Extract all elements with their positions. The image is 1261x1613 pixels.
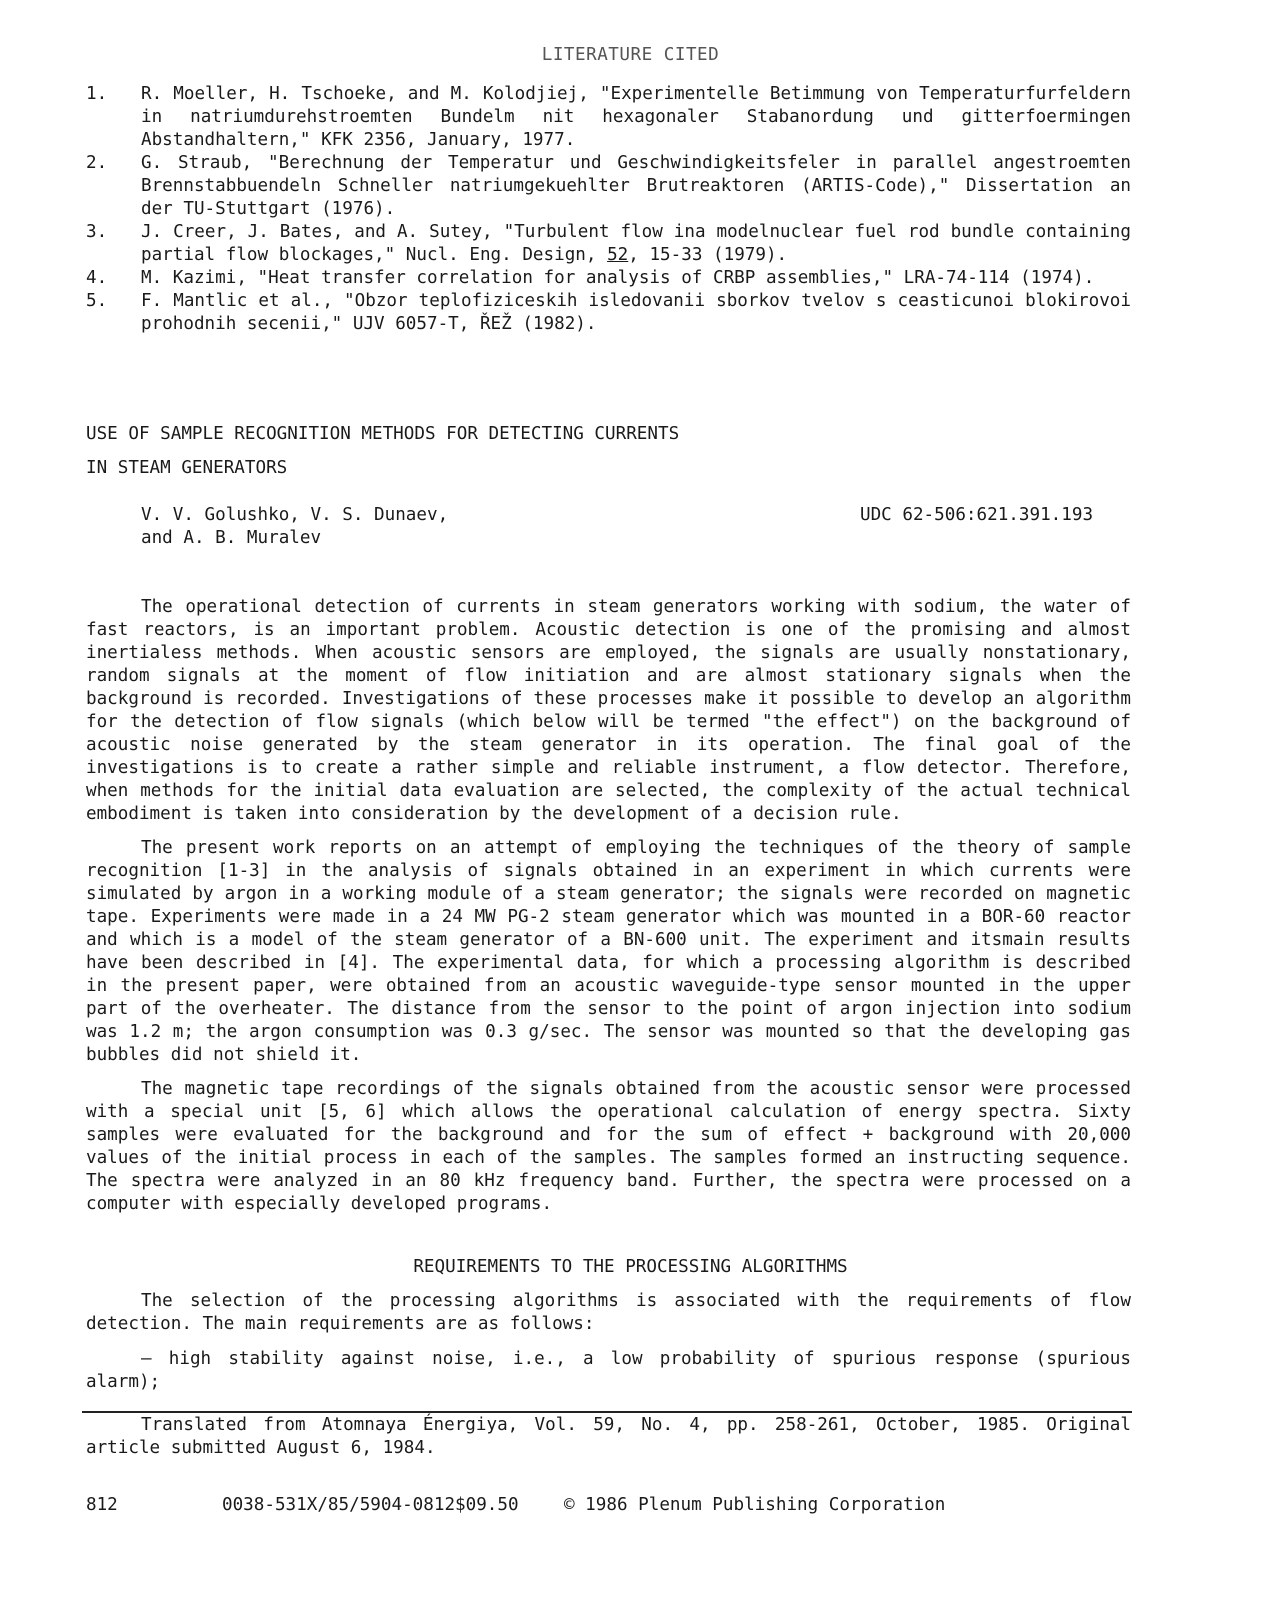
reference-number: 5.: [86, 291, 108, 311]
reference-item: [86, 290, 1131, 336]
article-title-line-1: USE OF SAMPLE RECOGNITION METHODS FOR DETECTING CURRENTS: [86, 424, 680, 444]
translation-footnote: [86, 1414, 1131, 1460]
authors-line-1: V. V. Golushko, V. S. Dunaev,: [141, 505, 449, 525]
reference-item: [86, 152, 1131, 221]
reference-number: 4.: [86, 268, 108, 288]
page-number: 812: [86, 1495, 118, 1515]
reference-number: 3.: [86, 222, 108, 242]
reference-text: G. Straub, "Berechnung der Temperatur und Geschwindigkeitsfeler in parallel angestroemten Brennstabbuendeln Schneller natriumgekuehlter Brutreaktoren (ARTIS-Code)," Dissertation an der TU-Stuttgart (1976).: [141, 153, 1131, 219]
reference-item: [86, 83, 1131, 152]
body-paragraph: The operational detection of currents in steam generators working with sodium, the water of fast reactors, is an important problem. Acoustic detection is one of the promising and almost inertialess methods. When acoustic sensors are employed, the signals are usually nonstationary, random signals at the moment of flow initiation and are almost stationary signals when the background is recorded. Investigations of these processes make it possible to develop an algorithm for the detection of flow signals (which below will be termed "the effect") on the background of acoustic noise generated by the steam generator in its operation. The final goal of the investigations is to create a rather simple and reliable instrument, a flow detector. Therefore, when methods for the initial data evaluation are selected, the complexity of the actual technical embodiment is taken into consideration by the development of a decision rule.: [86, 597, 1131, 824]
footnote-divider: [82, 1411, 1132, 1413]
reference-text: R. Moeller, H. Tschoeke, and M. Kolodjiej, "Experimentelle Betimmung von Temperaturfurfeldern in natriumdurehstroemten Bundelm nit hexagonaler Stabanordung und gitterfoermingen Abstandhaltern," KFK 2356, January, 1977.: [141, 84, 1131, 150]
section-body: [86, 1290, 1131, 1406]
reference-number: 1.: [86, 84, 108, 104]
article-title: [86, 423, 1131, 491]
article-body: [86, 596, 1131, 1227]
reference-item: [86, 267, 1131, 290]
section-heading: REQUIREMENTS TO THE PROCESSING ALGORITHMS: [413, 1257, 848, 1277]
body-paragraph: — high stability against noise, i.e., a low probability of spurious response (spurious alarm);: [86, 1349, 1131, 1392]
reference-text: M. Kazimi, "Heat transfer correlation for analysis of CRBP assemblies," LRA-74-114 (1974).: [141, 268, 1095, 288]
page-footer: [86, 1494, 1131, 1518]
reference-list: [86, 83, 1131, 336]
article-title-line-2: IN STEAM GENERATORS: [86, 458, 288, 478]
article-code: 0038-531X/85/5904-0812$09.50: [222, 1495, 519, 1515]
body-paragraph: The present work reports on an attempt of employing the techniques of the theory of sample recognition [1-3] in the analysis of signals obtained in an experiment in which currents were simulated by argon in a working module of a steam generator; the signals were recorded on magnetic tape. Experiments were made in a 24 MW PG-2 steam generator which was mounted in a BOR-60 reactor and which is a model of the steam generator of a BN-600 unit. The experiment and itsmain results have been described in [4]. The experimental data, for which a processing algorithm is described in the present paper, were obtained from an acoustic waveguide-type sensor mounted in the upper part of the overheater. The distance from the sensor to the point of argon injection into sodium was 1.2 m; the argon consumption was 0.3 g/sec. The sensor was mounted so that the developing gas bubbles did not shield it.: [86, 838, 1131, 1065]
authors: [141, 504, 641, 550]
body-paragraph: The selection of the processing algorithms is associated with the requirements of flow detection. The main requirements are as follows:: [86, 1291, 1131, 1334]
copyright-notice: © 1986 Plenum Publishing Corporation: [564, 1495, 946, 1515]
reference-number: 2.: [86, 153, 108, 173]
reference-text: J. Creer, J. Bates, and A. Sutey, "Turbulent flow ina modelnuclear fuel rod bundle containing partial flow blockages," Nucl. Eng. Design,: [141, 222, 1131, 265]
reference-text: F. Mantlic et al., "Obzor teplofiziceskih isledovanii sborkov tvelov s ceasticunoi blokirovoi prohodnih secenii," UJV 6057-T, ŘEŽ (1982).: [141, 291, 1131, 334]
literature-cited-heading: LITERATURE CITED: [541, 45, 720, 65]
footnote-text: Translated from Atomnaya Énergiya, Vol. 59, No. 4, pp. 258-261, October, 1985. Original article submitted August 6, 1984.: [86, 1415, 1131, 1458]
reference-volume: 52: [607, 245, 629, 265]
udc-code: UDC 62-506:621.391.193: [860, 505, 1094, 525]
authors-line-2: and A. B. Muralev: [141, 528, 322, 548]
body-paragraph: The magnetic tape recordings of the signals obtained from the acoustic sensor were processed with a special unit [5, 6] which allows the operational calculation of energy spectra. Sixty samples were evaluated for the background and for the sum of effect + background with 20,000 values of the initial process in each of the samples. The samples formed an instructing sequence. The spectra were analyzed in an 80 kHz frequency band. Further, the spectra were processed on a computer with especially developed programs.: [86, 1079, 1131, 1214]
reference-item: [86, 221, 1131, 267]
reference-text-tail: , 15-33 (1979).: [628, 245, 788, 265]
